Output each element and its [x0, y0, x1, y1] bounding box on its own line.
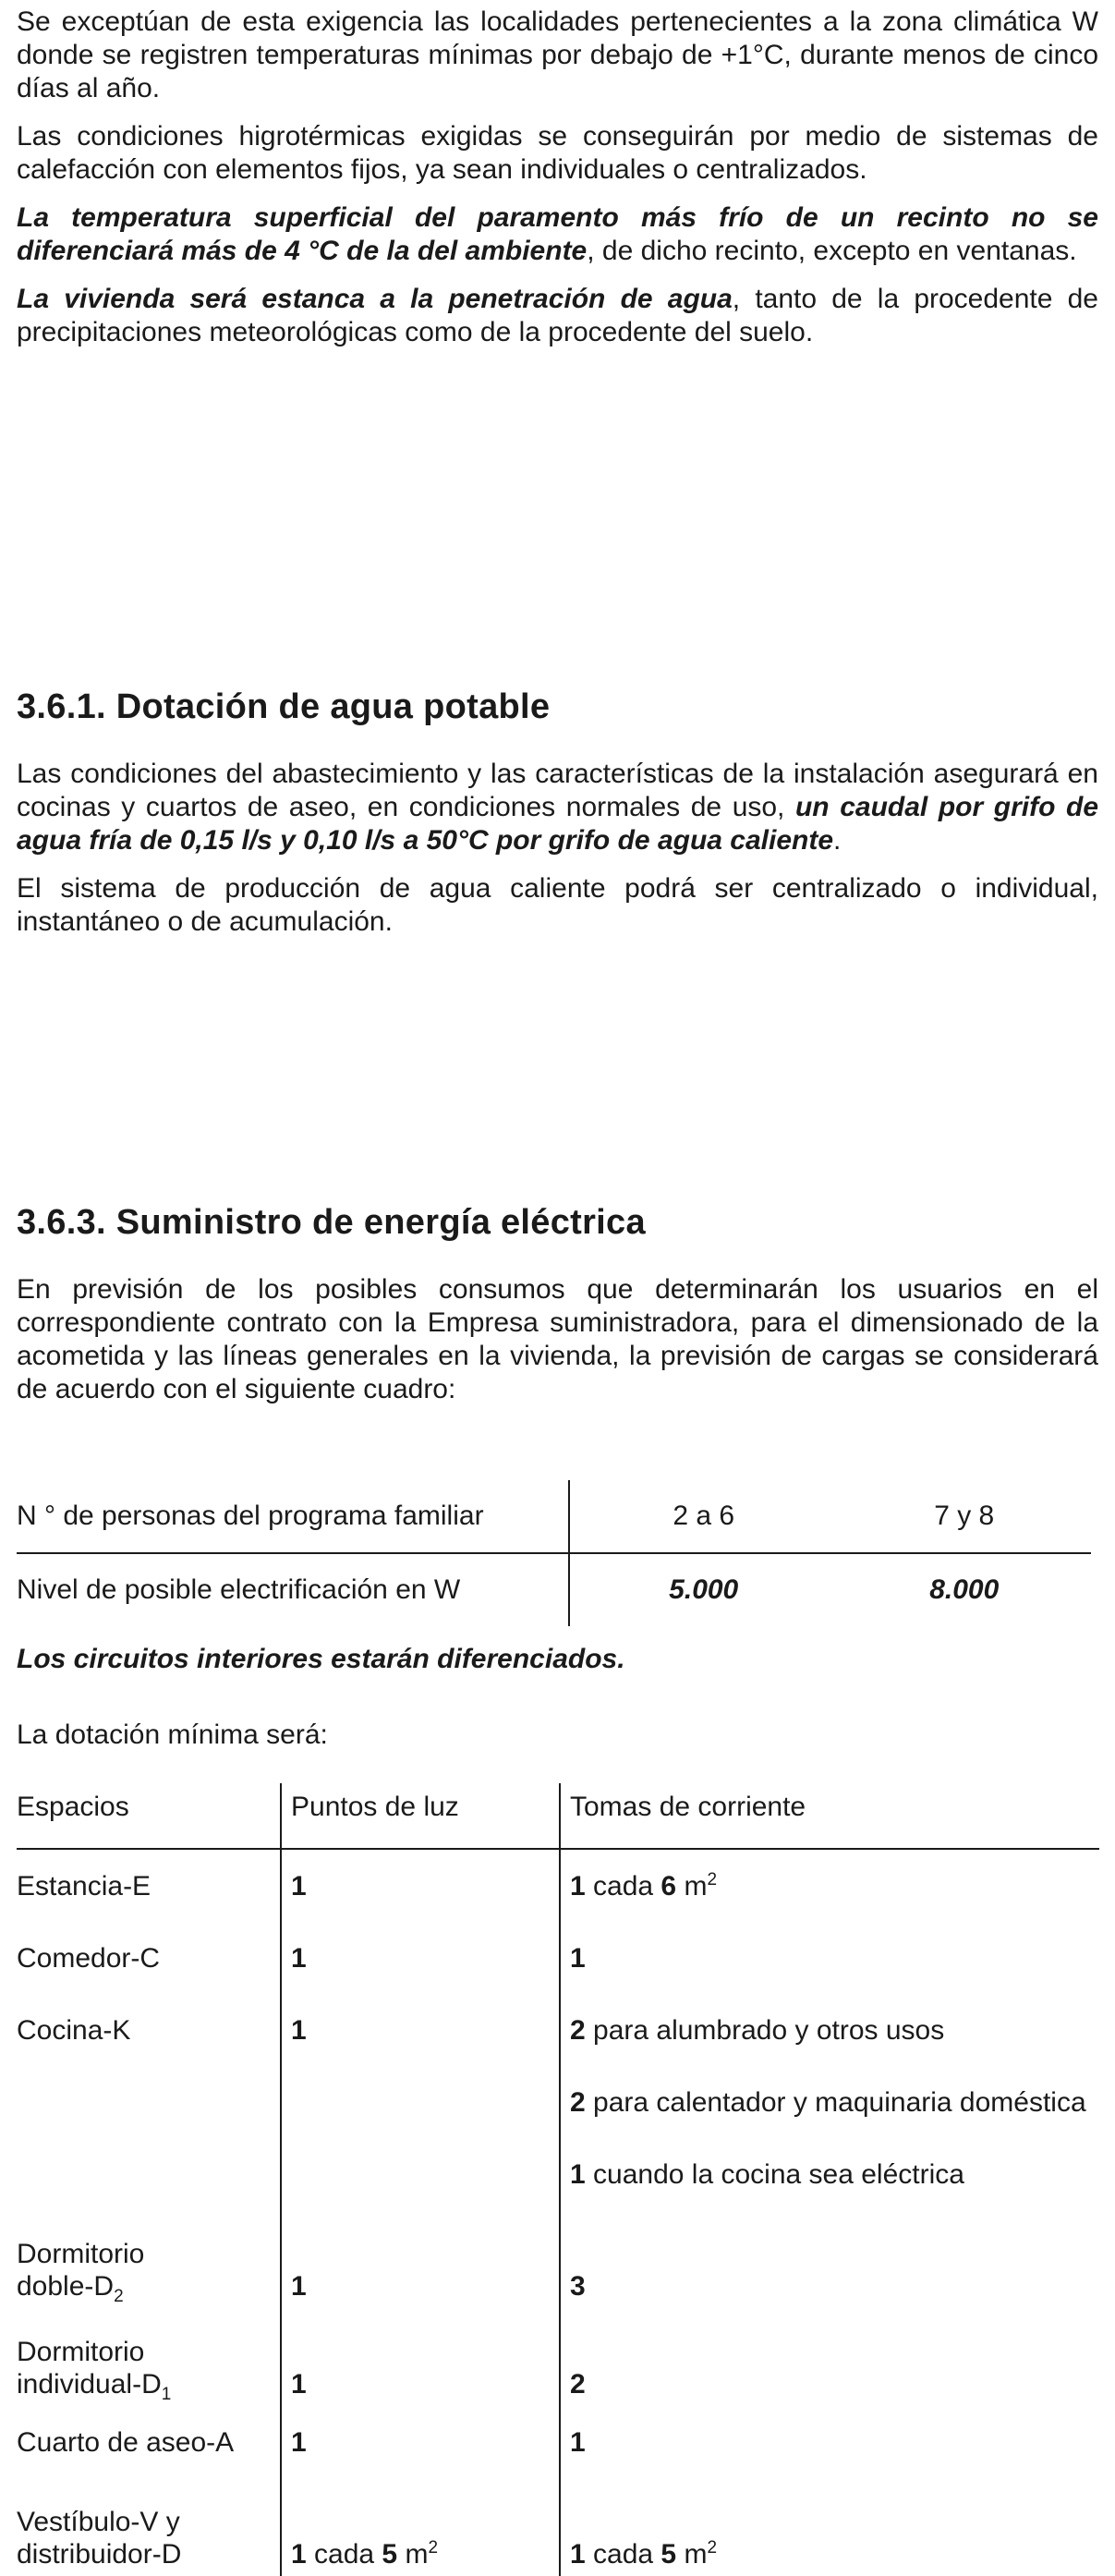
section-361-paragraph-2: El sistema de producción de agua caliente podrá ser centralizado o individual, instantáneo o de acumulación.: [17, 873, 1098, 937]
paragraph-text: .: [833, 825, 842, 856]
table-cell: 5.000: [669, 1574, 739, 1605]
intro-paragraph-1: Se exceptúan de esta exigencia las localidades pertenecientes a la zona climática W donde se registren temperaturas mínimas por debajo de +1°C, durante menos de cinco días al año.: [17, 6, 1098, 103]
tomas-cell: 1: [560, 1922, 1099, 1994]
table-row: [17, 1553, 1091, 1626]
table-row: [17, 1994, 1099, 2066]
paragraph-text: Las condiciones del abastecimiento y las características de la instalación asegurará en cocinas y cuartos de aseo, en condiciones normales de uso,: [17, 759, 1098, 822]
section-361-body: [17, 758, 1098, 939]
table-row: [17, 2478, 1099, 2576]
tomas-cell: 1 cada 5 $m^2$: [560, 2478, 1099, 2576]
intro-paragraph-3: [17, 201, 1098, 268]
space-cell: Dormitorio individual-$D_1$: [17, 2337, 172, 2404]
table-row: [17, 2308, 1099, 2406]
table-cell: Nivel de posible electrificación en W: [17, 1553, 569, 1626]
table-row: [17, 1480, 1091, 1553]
luz-cell: 1: [281, 2406, 560, 2478]
table-cell: N ° de personas del programa familiar: [17, 1480, 569, 1553]
section-heading-361: 3.6.1. Dotación de agua potable: [17, 687, 551, 726]
luz-cell: 1: [281, 2308, 560, 2406]
column-header: Espacios: [17, 1783, 281, 1849]
section-361-paragraph-1: [17, 758, 1098, 857]
table-row: [17, 1922, 1099, 1994]
emphasis-text: un caudal por grifo de agua fría de 0,15 l/s y 0,10 l/s a 50°C por grifo de agua caliente: [17, 792, 1099, 856]
space-cell: Dormitorio doble-$D_2$: [17, 2239, 145, 2306]
table-row: [17, 1849, 1099, 1922]
dotacion-table: [17, 1783, 1099, 2576]
space-cell: [17, 2138, 281, 2210]
space-cell: [17, 2066, 281, 2138]
table-row: [17, 2210, 1099, 2308]
tomas-cell: 2 para alumbrado y otros usos: [560, 1994, 1099, 2066]
intro-paragraph-4: [17, 283, 1098, 349]
intro-block: [17, 6, 1098, 349]
circuits-note: Los circuitos interiores estarán diferenciados.: [17, 1644, 625, 1674]
space-cell: Cocina-K: [17, 2015, 131, 2046]
section-363-body: [17, 1273, 1098, 1406]
tomas-cell: 2: [560, 2308, 1099, 2406]
luz-cell: [281, 2066, 560, 2138]
space-cell: Comedor-C: [17, 1943, 161, 1974]
paragraph-text: , tanto de la procedente de precipitaciones meteorológicas como de la procedente del suelo.: [17, 284, 1098, 347]
section-363-paragraph-1: En previsión de los posibles consumos que determinarán los usuarios en el correspondiente contrato con la Empresa suministradora, para el dimensionado de la acometida y las líneas generales en la vivienda, la previsión de cargas se considerará de acuerdo con el siguiente cuadro:: [17, 1274, 1098, 1404]
tomas-cell: 1: [560, 2406, 1099, 2478]
space-cell: Estancia-E: [17, 1871, 151, 1902]
column-header: Puntos de luz: [281, 1783, 560, 1849]
table-row: [17, 2138, 1099, 2210]
emphasis-text: La vivienda será estanca a la penetración de agua: [17, 284, 733, 314]
tomas-cell: 1 cada 6 $m^2$: [560, 1849, 1099, 1922]
minimum-label: La dotación mínima será:: [17, 1719, 328, 1750]
table-cell: 7 y 8: [837, 1480, 1091, 1553]
section-heading-363: 3.6.3. Suministro de energía eléctrica: [17, 1203, 646, 1242]
tomas-cell: 1 cuando la cocina sea eléctrica: [560, 2138, 1099, 2210]
table-header-row: [17, 1783, 1099, 1849]
column-header: Tomas de corriente: [560, 1783, 1099, 1849]
space-cell: Cuarto de aseo-A: [17, 2427, 235, 2458]
table-row: [17, 2406, 1099, 2478]
luz-cell: [281, 2138, 560, 2210]
luz-cell: 1: [281, 1849, 560, 1922]
table-cell: 2 a 6: [569, 1480, 837, 1553]
luz-cell: 1: [281, 1994, 560, 2066]
luz-cell: 1: [281, 1922, 560, 1994]
table-cell: 8.000: [929, 1574, 1000, 1605]
space-cell: Vestíbulo-V y distribuidor-D: [17, 2507, 182, 2570]
emphasis-text: La temperatura superficial del paramento más frío de un recinto no se diferenciará más de 4 °C de la del ambiente: [17, 202, 1098, 266]
intro-paragraph-2: Las condiciones higrotérmicas exigidas se conseguirán por medio de sistemas de calefacción con elementos fijos, ya sean individuales o centralizados.: [17, 121, 1098, 185]
load-table: [17, 1480, 1091, 1626]
tomas-cell: 3: [560, 2210, 1099, 2308]
luz-cell: 1 cada 5 $m^2$: [281, 2478, 560, 2576]
table-row: [17, 2066, 1099, 2138]
paragraph-text: , de dicho recinto, excepto en ventanas.: [587, 236, 1077, 266]
luz-cell: 1: [281, 2210, 560, 2308]
tomas-cell: 2 para calentador y maquinaria doméstica: [560, 2066, 1099, 2138]
